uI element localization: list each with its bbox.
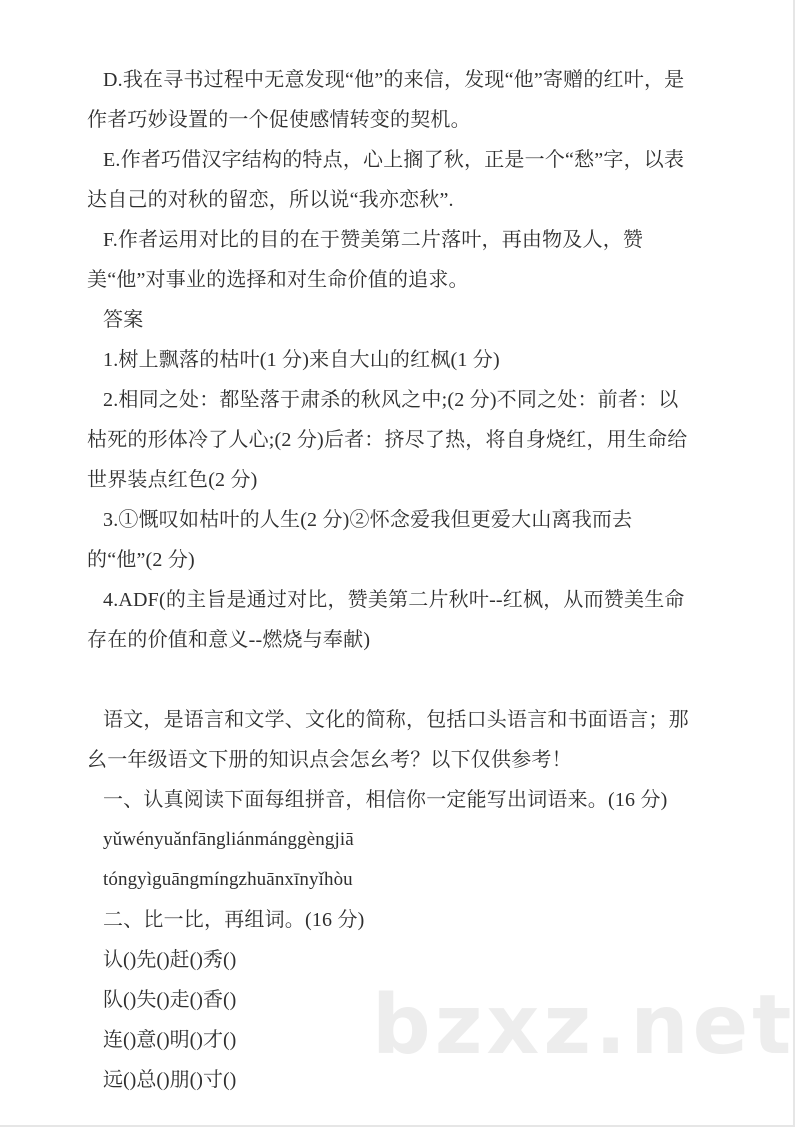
answer-3: 3.①慨叹如枯叶的人生(2 分)②怀念爱我但更爱大山离我而去的“他”(2 分) — [87, 509, 633, 571]
word-group-row-2: 队()失()走()香() — [103, 989, 237, 1011]
option-d: D.我在寻书过程中无意发现“他”的来信，发现“他”寄赠的红叶，是作者巧妙设置的一个促使感情转变的契机。 — [87, 69, 685, 131]
section1-title: 一、认真阅读下面每组拼音，相信你一定能写出词语来。(16 分) — [103, 789, 668, 811]
word-group-row-1: 认()先()赶()秀() — [103, 949, 237, 971]
document-body — [87, 60, 693, 1100]
section-spacer — [87, 660, 693, 700]
section2-title: 二、比一比，再组词。(16 分) — [103, 909, 365, 931]
answer-4: 4.ADF(的主旨是通过对比，赞美第二片秋叶--红枫，从而赞美生命存在的价值和意义--燃烧与奉献) — [87, 589, 685, 651]
word-group-row-4: 远()总()朋()寸() — [103, 1069, 237, 1091]
pinyin-line-1: yǔwényuǎnfāngliánmánggèngjiā — [103, 829, 354, 850]
word-group-row-3: 连()意()明()才() — [103, 1029, 237, 1051]
answer-heading: 答案 — [103, 309, 144, 331]
option-f: F.作者运用对比的目的在于赞美第二片落叶，再由物及人，赞美“他”对事业的选择和对生命价值的追求。 — [87, 229, 644, 291]
answer-2: 2.相同之处：都坠落于肃杀的秋风之中;(2 分)不同之处：前者：以枯死的形体冷了人心;(2 分)后者：挤尽了热，将自身烧红，用生命给世界装点红色(2 分) — [87, 389, 688, 491]
answer-1: 1.树上飘落的枯叶(1 分)来自大山的红枫(1 分) — [103, 349, 500, 371]
pinyin-line-2: tóngyìguāngmíngzhuānxīnyǐhòu — [103, 869, 353, 890]
option-e: E.作者巧借汉字结构的特点，心上搁了秋，正是一个“愁”字，以表达自己的对秋的留恋，所以说“我亦恋秋”. — [87, 149, 685, 211]
watermark-logo: bzxz.net — [372, 978, 796, 1073]
intro-paragraph: 语文，是语言和文学、文化的简称，包括口头语言和书面语言；那幺一年级语文下册的知识点会怎幺考？以下仅供参考！ — [87, 709, 689, 771]
